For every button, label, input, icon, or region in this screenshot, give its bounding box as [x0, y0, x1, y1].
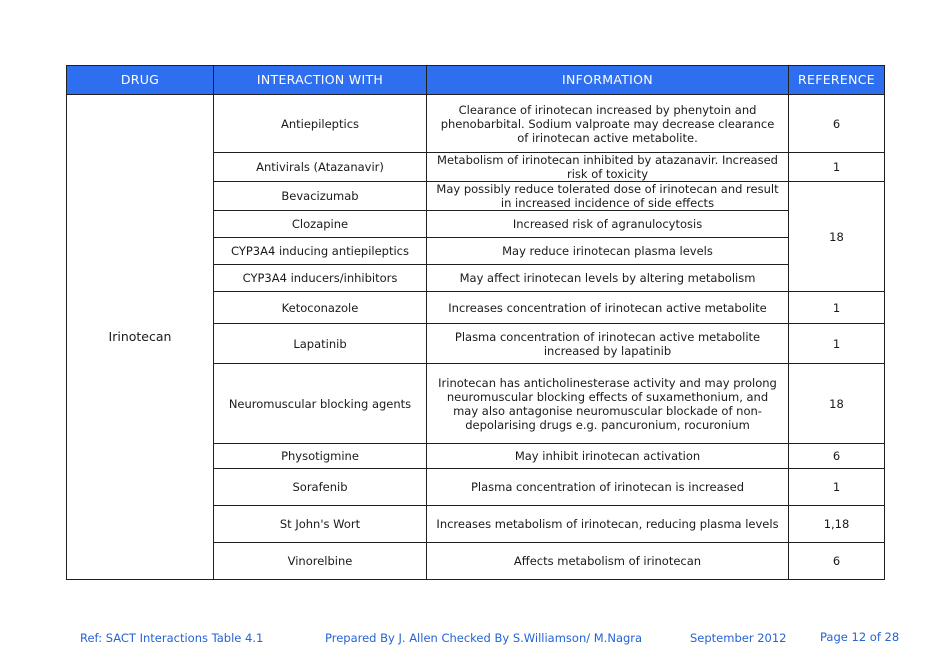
information-cell: Plasma concentration of irinotecan active metabolite increased by lapatinib — [427, 324, 789, 364]
information-cell: May possibly reduce tolerated dose of irinotecan and result in increased incidence of side effects — [427, 182, 789, 211]
information-cell: May inhibit irinotecan activation — [427, 444, 789, 469]
interaction-cell: CYP3A4 inducers/inhibitors — [214, 265, 427, 292]
drug-interactions-table — [66, 65, 885, 580]
reference-cell: 1 — [789, 324, 885, 364]
interaction-cell: Neuromuscular blocking agents — [214, 364, 427, 444]
information-cell: May affect irinotecan levels by altering metabolism — [427, 265, 789, 292]
footer-prepared-by: Prepared By J. Allen Checked By S.Williamson/ M.Nagra — [325, 631, 643, 645]
reference-cell: 6 — [789, 444, 885, 469]
table-header-row — [67, 66, 885, 95]
interaction-cell: Ketoconazole — [214, 292, 427, 324]
information-cell: Irinotecan has anticholinesterase activity and may prolong neuromuscular blocking effects of suxamethonium, and may also antagonise neuromuscular blockade of non-depolarising drugs e.g. pancuronium, rocuronium — [427, 364, 789, 444]
information-cell: Increased risk of agranulocytosis — [427, 211, 789, 238]
header-interaction-with: INTERACTION WITH — [214, 66, 427, 95]
footer-reference: Ref: SACT Interactions Table 4.1 — [80, 631, 264, 645]
header-drug: DRUG — [67, 66, 214, 95]
reference-cell: 18 — [789, 364, 885, 444]
information-cell: Clearance of irinotecan increased by phenytoin and phenobarbital. Sodium valproate may decrease clearance of irinotecan active metabolite. — [427, 95, 789, 153]
interaction-cell: Clozapine — [214, 211, 427, 238]
footer-page-number: Page 12 of 28 — [820, 630, 900, 644]
interaction-cell: Antivirals (Atazanavir) — [214, 153, 427, 182]
information-cell: May reduce irinotecan plasma levels — [427, 238, 789, 265]
interaction-cell: Antiepileptics — [214, 95, 427, 153]
footer-date: September 2012 — [690, 631, 787, 645]
information-cell: Increases concentration of irinotecan active metabolite — [427, 292, 789, 324]
reference-cell: 6 — [789, 543, 885, 580]
header-information: INFORMATION — [427, 66, 789, 95]
reference-cell: 1 — [789, 153, 885, 182]
interaction-cell: Physotigmine — [214, 444, 427, 469]
information-cell: Metabolism of irinotecan inhibited by atazanavir. Increased risk of toxicity — [427, 153, 789, 182]
interaction-cell: St John's Wort — [214, 506, 427, 543]
reference-cell: 1 — [789, 469, 885, 506]
drug-name-cell: Irinotecan — [67, 95, 214, 580]
information-cell: Plasma concentration of irinotecan is increased — [427, 469, 789, 506]
information-cell: Increases metabolism of irinotecan, reducing plasma levels — [427, 506, 789, 543]
reference-cell: 18 — [789, 182, 885, 292]
table-row — [67, 95, 885, 153]
reference-cell: 1,18 — [789, 506, 885, 543]
interaction-cell: CYP3A4 inducing antiepileptics — [214, 238, 427, 265]
header-reference: REFERENCE — [789, 66, 885, 95]
interaction-cell: Sorafenib — [214, 469, 427, 506]
interaction-cell: Lapatinib — [214, 324, 427, 364]
reference-cell: 1 — [789, 292, 885, 324]
reference-cell: 6 — [789, 95, 885, 153]
interaction-cell: Vinorelbine — [214, 543, 427, 580]
interaction-cell: Bevacizumab — [214, 182, 427, 211]
information-cell: Affects metabolism of irinotecan — [427, 543, 789, 580]
